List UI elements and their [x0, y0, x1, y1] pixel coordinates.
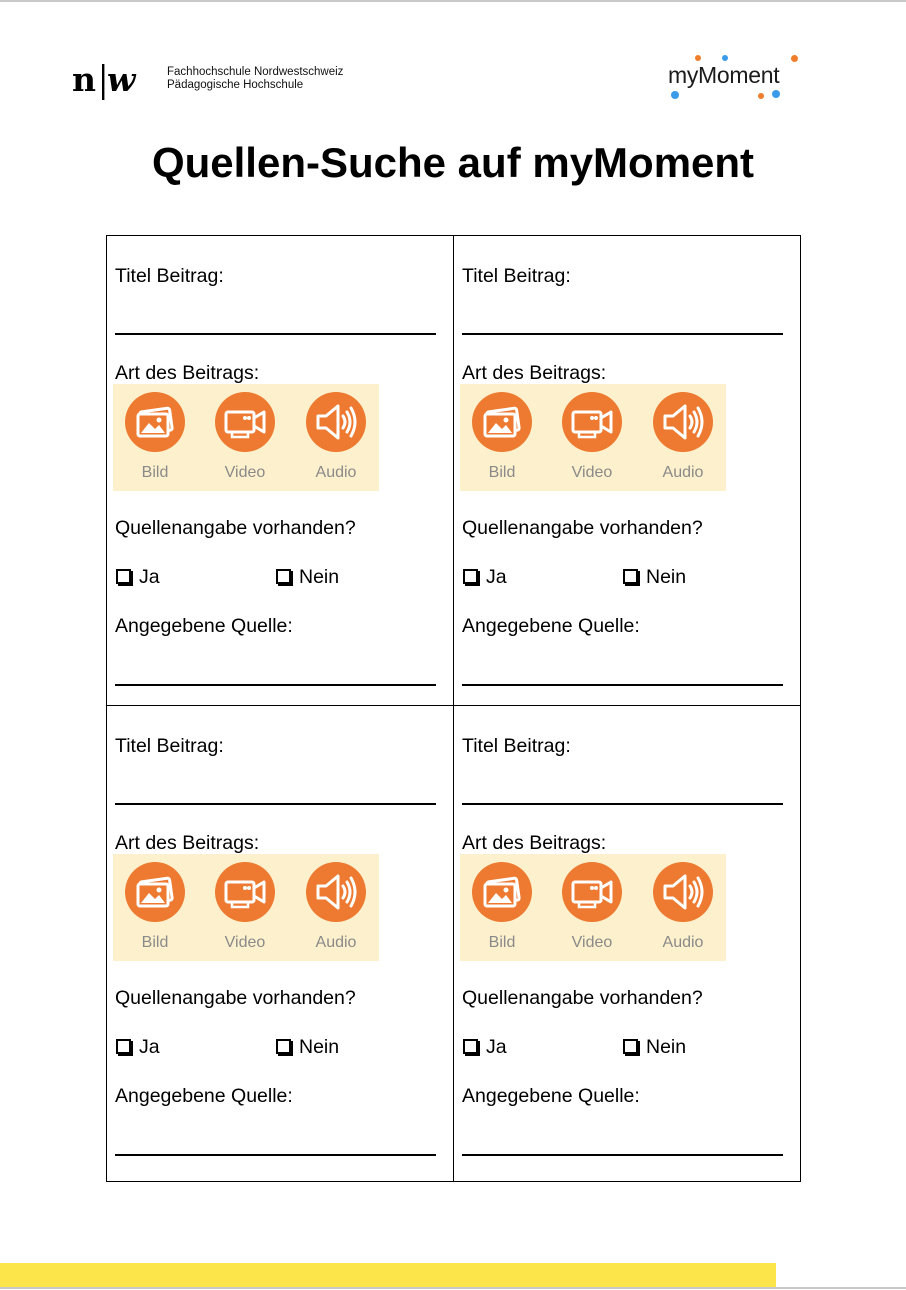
- logo-dot: [772, 90, 780, 98]
- source-answer-line[interactable]: [462, 684, 783, 686]
- media-option-image[interactable]: [115, 384, 195, 491]
- brand-name: myMoment: [668, 62, 780, 88]
- title-answer-line[interactable]: [115, 333, 436, 335]
- title-label: Titel Beitrag:: [115, 265, 224, 287]
- checkbox-box[interactable]: [463, 569, 478, 584]
- title-label: Titel Beitrag:: [462, 735, 571, 757]
- page-title: Quellen-Suche auf myMoment: [151, 139, 755, 186]
- media-option-label: Audio: [315, 464, 357, 481]
- organisation-line-1: Fachhochschule Nordwestschweiz: [167, 66, 344, 78]
- media-option-label: Bild: [488, 464, 516, 481]
- checkbox-box[interactable]: [116, 569, 131, 584]
- logo-dot: [695, 55, 701, 61]
- logo-dot: [671, 91, 679, 99]
- source-question: Quellenangabe vorhanden?: [462, 517, 703, 539]
- media-option-video[interactable]: [552, 384, 632, 491]
- video-camera-icon: [215, 392, 275, 452]
- checkbox-box[interactable]: [463, 1039, 478, 1054]
- media-option-label: Video: [571, 464, 613, 481]
- checkbox-yes-label: Ja: [486, 566, 507, 588]
- speaker-icon: [653, 392, 713, 452]
- media-type-panel: [460, 854, 726, 961]
- media-option-label: Bild: [141, 464, 169, 481]
- media-type-panel: [113, 854, 379, 961]
- video-camera-icon: [215, 862, 275, 922]
- media-option-audio[interactable]: [643, 854, 723, 961]
- source-card: [106, 707, 452, 1177]
- checkbox-yes[interactable]: [463, 1036, 507, 1058]
- media-type-panel: [460, 384, 726, 491]
- mymoment-logo: [665, 52, 805, 104]
- source-label: Angegebene Quelle:: [462, 1085, 640, 1107]
- speaker-icon: [306, 392, 366, 452]
- source-card: [453, 237, 799, 707]
- media-option-label: Video: [571, 934, 613, 951]
- source-label: Angegebene Quelle:: [462, 615, 640, 637]
- media-option-label: Video: [224, 934, 266, 951]
- title-label: Titel Beitrag:: [462, 265, 571, 287]
- source-label: Angegebene Quelle:: [115, 615, 293, 637]
- speaker-icon: [306, 862, 366, 922]
- type-label: Art des Beitrags:: [115, 832, 260, 854]
- media-type-panel: [113, 384, 379, 491]
- media-option-label: Bild: [488, 934, 516, 951]
- media-option-video[interactable]: [552, 854, 632, 961]
- checkbox-yes-label: Ja: [139, 566, 160, 588]
- organisation-line-2: Pädagogische Hochschule: [167, 79, 304, 91]
- checkbox-yes-label: Ja: [486, 1036, 507, 1058]
- video-camera-icon: [562, 862, 622, 922]
- fhnw-logo-mark-icon: [72, 58, 152, 102]
- checkbox-no[interactable]: [623, 1036, 686, 1058]
- checkbox-no-label: Nein: [299, 566, 340, 588]
- media-option-label: Audio: [315, 934, 357, 951]
- source-question: Quellenangabe vorhanden?: [115, 517, 356, 539]
- checkbox-yes[interactable]: [463, 566, 507, 588]
- title-answer-line[interactable]: [462, 333, 783, 335]
- checkbox-box[interactable]: [623, 1039, 638, 1054]
- checkbox-box[interactable]: [623, 569, 638, 584]
- source-answer-line[interactable]: [462, 1154, 783, 1156]
- media-option-image[interactable]: [462, 384, 542, 491]
- media-option-video[interactable]: [205, 384, 285, 491]
- source-question: Quellenangabe vorhanden?: [115, 987, 356, 1009]
- media-option-label: Bild: [141, 934, 169, 951]
- title-answer-line[interactable]: [462, 803, 783, 805]
- source-card: [453, 707, 799, 1177]
- type-label: Art des Beitrags:: [462, 832, 607, 854]
- checkbox-no-label: Nein: [646, 566, 687, 588]
- checkbox-no[interactable]: [276, 1036, 339, 1058]
- source-question: Quellenangabe vorhanden?: [462, 987, 703, 1009]
- checkbox-box[interactable]: [116, 1039, 131, 1054]
- title-label: Titel Beitrag:: [115, 735, 224, 757]
- source-answer-line[interactable]: [115, 684, 436, 686]
- organisation-name: [167, 66, 343, 92]
- media-option-video[interactable]: [205, 854, 285, 961]
- checkbox-yes[interactable]: [116, 1036, 160, 1058]
- checkbox-yes-label: Ja: [139, 1036, 160, 1058]
- type-label: Art des Beitrags:: [462, 362, 607, 384]
- media-option-audio[interactable]: [643, 384, 723, 491]
- media-option-image[interactable]: [462, 854, 542, 961]
- source-card: [106, 237, 452, 707]
- checkbox-box[interactable]: [276, 1039, 291, 1054]
- source-label: Angegebene Quelle:: [115, 1085, 293, 1107]
- type-label: Art des Beitrags:: [115, 362, 260, 384]
- svg-text:w: w: [107, 60, 136, 99]
- logo-dot: [722, 55, 728, 61]
- top-rule: [0, 0, 906, 2]
- image-icon: [125, 392, 185, 452]
- media-option-audio[interactable]: [296, 384, 376, 491]
- checkbox-yes[interactable]: [116, 566, 160, 588]
- image-icon: [472, 862, 532, 922]
- image-icon: [472, 392, 532, 452]
- speaker-icon: [653, 862, 713, 922]
- media-option-label: Audio: [662, 464, 704, 481]
- media-option-label: Audio: [662, 934, 704, 951]
- footer-accent-bar: [0, 1263, 776, 1287]
- video-camera-icon: [562, 392, 622, 452]
- checkbox-box[interactable]: [276, 569, 291, 584]
- svg-text:n: n: [72, 60, 96, 99]
- checkbox-no[interactable]: [623, 566, 686, 588]
- media-option-image[interactable]: [115, 854, 195, 961]
- media-option-audio[interactable]: [296, 854, 376, 961]
- checkbox-no-label: Nein: [646, 1036, 687, 1058]
- logo-dot: [758, 93, 764, 99]
- checkbox-no[interactable]: [276, 566, 339, 588]
- image-icon: [125, 862, 185, 922]
- media-option-label: Video: [224, 464, 266, 481]
- title-answer-line[interactable]: [115, 803, 436, 805]
- source-answer-line[interactable]: [115, 1154, 436, 1156]
- bottom-rule: [0, 1287, 906, 1289]
- logo-dot: [791, 55, 798, 62]
- checkbox-no-label: Nein: [299, 1036, 340, 1058]
